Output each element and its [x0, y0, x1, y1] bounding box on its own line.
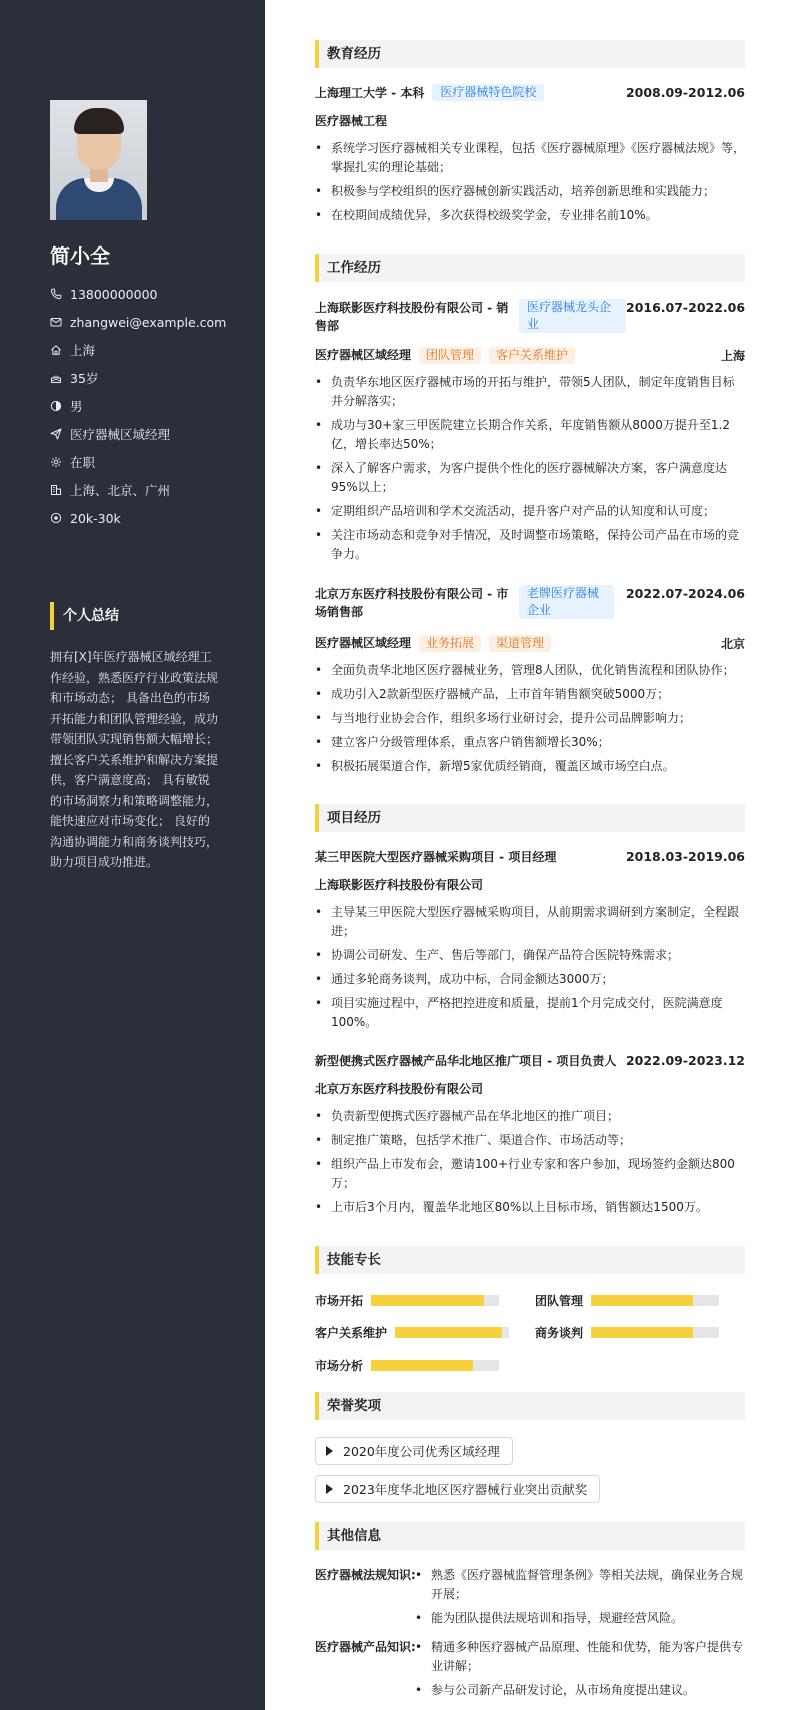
project-org-row: [315, 876, 745, 894]
info-email: [50, 308, 260, 336]
awards-heading: 荣誉奖项: [315, 1392, 745, 1420]
list-item: • 制定推广策略，包括学术推广、渠道合作、市场活动等；: [315, 1131, 745, 1150]
list-item: • 成功与30+家三甲医院建立长期合作关系，年度销售额从8000万提升至1.2亿，增长率达50%；: [315, 416, 745, 454]
gender-text: 男: [70, 399, 83, 414]
skill-bar: [371, 1360, 499, 1371]
job-tag: 医疗器械龙头企业: [519, 299, 626, 333]
list-item: • 上市后3个月内，覆盖华北地区80%以上目标市场，销售额达1500万。: [315, 1198, 745, 1217]
location-text: 上海: [70, 343, 96, 358]
work-heading: 工作经历: [315, 254, 745, 282]
job-date: 2022.07-2024.06: [625, 586, 745, 601]
project-date: 2022.09-2023.12: [625, 1053, 745, 1068]
skill-bar: [591, 1295, 719, 1306]
skill-item: [315, 1324, 509, 1341]
list-item: • 深入了解客户需求，为客户提供个性化的医疗器械解决方案，客户满意度达95%以上；: [315, 459, 745, 497]
profile-info-list: [50, 280, 260, 532]
list-item: • 在校期间成绩优异，多次获得校级奖学金，专业排名前10%。: [315, 206, 745, 225]
skill-item: [535, 1292, 719, 1309]
info-status: [50, 448, 260, 476]
job-role-row: [315, 634, 745, 652]
education-major-row: [315, 112, 745, 130]
skill-bar: [371, 1295, 499, 1306]
skill-bar-fill: [371, 1360, 473, 1371]
job-skill-tag: 团队管理: [419, 347, 481, 364]
job-role-row: [315, 346, 745, 364]
projects-heading: 项目经历: [315, 804, 745, 832]
list-item: • 与当地行业协会合作，组织多场行业研讨会，提升公司品牌影响力；: [315, 709, 745, 728]
other-heading: 其他信息: [315, 1522, 745, 1550]
skill-bar-fill: [395, 1327, 502, 1338]
skill-label: 市场分析: [315, 1359, 364, 1373]
list-item: • 负责华东地区医疗器械市场的开拓与维护，带领5人团队，制定年度销售目标并分解落实；: [315, 373, 745, 411]
project-bullets: [315, 1107, 745, 1222]
other-item: [315, 1638, 745, 1705]
job-company: 上海联影医疗科技股份有限公司 - 销售部: [315, 301, 509, 333]
list-item: • 积极拓展渠道合作，新增5家优质经销商，覆盖区域市场空白点。: [315, 757, 745, 776]
skill-bar: [395, 1327, 509, 1338]
job-company: 北京万东医疗科技股份有限公司 - 市场销售部: [315, 587, 509, 619]
project-header: [315, 848, 745, 866]
job-skill-tag: 业务拓展: [419, 635, 481, 652]
skill-item: [535, 1324, 719, 1341]
list-item: • 主导某三甲医院大型医疗器械采购项目，从前期需求调研到方案制定，全程跟进；: [315, 903, 745, 941]
list-item: • 协调公司研发、生产、售后等部门，确保产品符合医院特殊需求；: [315, 946, 745, 965]
profile-name: 简小全: [50, 244, 110, 268]
job-bullets: [315, 373, 745, 569]
skills-heading: 技能专长: [315, 1246, 745, 1274]
sidebar: [0, 0, 265, 1710]
info-gender: [50, 392, 260, 420]
project-header: [315, 1052, 745, 1070]
list-item: • 项目实施过程中，严格把控进度和质量，提前1个月完成交付，医院满意度100%。: [315, 994, 745, 1032]
list-item: • 系统学习医疗器械相关专业课程，包括《医疗器械原理》《医疗器械法规》等，掌握扎实的理论基础；: [315, 139, 745, 177]
project-org-row: [315, 1080, 745, 1098]
email-text: zhangwei@example.com: [70, 314, 227, 330]
education-major: 医疗器械工程: [315, 114, 388, 128]
list-item: • 建立客户分级管理体系，重点客户销售额增长30%；: [315, 733, 745, 752]
project-org: 上海联影医疗科技股份有限公司: [315, 878, 484, 892]
job-role: 医疗器械区域经理: [315, 636, 412, 650]
education-bullets: [315, 139, 745, 230]
other-key: 医疗器械产品知识:: [315, 1640, 416, 1654]
list-item: • 通过多轮商务谈判，成功中标，合同金额达3000万；: [315, 970, 745, 989]
list-item: • 精通多种医疗器械产品原理、性能和优势，能为客户提供专业讲解；: [415, 1638, 745, 1676]
job-city: 上海: [720, 348, 745, 363]
project-bullets: [315, 903, 745, 1037]
skill-label: 客户关系维护: [315, 1326, 388, 1340]
skill-bar-fill: [591, 1327, 693, 1338]
position-text: 医疗器械区域经理: [70, 427, 171, 442]
info-salary: [50, 504, 260, 532]
project-name: 新型便携式医疗器械产品华北地区推广项目 - 项目负责人: [315, 1054, 617, 1068]
mail-icon: [50, 316, 62, 328]
phone-text: 13800000000: [70, 286, 158, 302]
list-item: • 参与公司新产品研发讨论，从市场角度提出建议。: [415, 1681, 745, 1700]
info-position: [50, 420, 260, 448]
job-city: 北京: [720, 636, 745, 651]
summary-heading: 个人总结: [50, 602, 119, 630]
job-skill-tag: 渠道管理: [489, 635, 551, 652]
salary-text: 20k-30k: [70, 510, 121, 526]
list-item: • 能为团队提供法规培训和指导，规避经营风险。: [415, 1609, 745, 1628]
list-item: • 成功引入2款新型医疗器械产品，上市首年销售额突破5000万；: [315, 685, 745, 704]
list-item: • 全面负责华北地区医疗器械业务，管理8人团队，优化销售流程和团队协作；: [315, 661, 745, 680]
school-name: 上海理工大学 - 本科: [315, 86, 425, 100]
info-location: [50, 336, 260, 364]
skill-label: 市场开拓: [315, 1294, 364, 1308]
skill-bar-fill: [371, 1295, 484, 1306]
school-tag: 医疗器械特色院校: [432, 84, 544, 101]
home-icon: [50, 344, 62, 356]
project-name: 某三甲医院大型医疗器械采购项目 - 项目经理: [315, 850, 557, 864]
cities-text: 上海、北京、广州: [70, 483, 171, 498]
triangle-right-icon: [326, 1446, 333, 1456]
award-item: [315, 1437, 513, 1465]
age-text: 35岁: [70, 371, 99, 386]
job-role: 医疗器械区域经理: [315, 348, 412, 362]
gender-icon: [50, 400, 62, 412]
list-item: • 组织产品上市发布会，邀请100+行业专家和客户参加，现场签约金额达800万；: [315, 1155, 745, 1193]
education-header: [315, 84, 745, 102]
list-item: • 积极参与学校组织的医疗器械创新实践活动，培养创新思维和实践能力；: [315, 182, 745, 201]
skill-label: 商务谈判: [535, 1326, 584, 1340]
cake-icon: [50, 372, 62, 384]
status-text: 在职: [70, 455, 96, 470]
skill-item: [315, 1292, 499, 1309]
info-phone: [50, 280, 260, 308]
job-skill-tag: 客户关系维护: [489, 347, 575, 364]
list-item: • 定期组织产品培训和学术交流活动，提升客户对产品的认知度和认可度；: [315, 502, 745, 521]
job-header: [315, 299, 745, 335]
other-bullets: [415, 1566, 745, 1633]
skill-bar: [591, 1327, 719, 1338]
info-cities: [50, 476, 260, 504]
other-item: [315, 1566, 745, 1633]
job-date: 2016.07-2022.06: [626, 300, 746, 315]
gear-icon: [50, 456, 62, 468]
info-age: [50, 364, 260, 392]
list-item: • 负责新型便携式医疗器械产品在华北地区的推广项目；: [315, 1107, 745, 1126]
job-tag: 老牌医疗器械企业: [519, 585, 614, 619]
list-item: • 关注市场动态和竞争对手情况，及时调整市场策略，保持公司产品在市场的竞争力。: [315, 526, 745, 564]
skill-bar-fill: [591, 1295, 693, 1306]
education-date: 2008.09-2012.06: [625, 85, 745, 100]
award-label: 2020年度公司优秀区域经理: [343, 1444, 500, 1459]
avatar: [50, 100, 147, 220]
list-item: • 熟悉《医疗器械监督管理条例》等相关法规，确保业务合规开展；: [415, 1566, 745, 1604]
phone-icon: [50, 288, 62, 300]
other-bullets: [415, 1638, 745, 1705]
award-label: 2023年度华北地区医疗器械行业突出贡献奖: [343, 1482, 588, 1497]
project-org: 北京万东医疗科技股份有限公司: [315, 1082, 484, 1096]
other-key: 医疗器械法规知识:: [315, 1568, 416, 1582]
triangle-right-icon: [326, 1484, 333, 1494]
skill-item: [315, 1357, 499, 1374]
summary-text: 拥有[X]年医疗器械区域经理工作经验，熟悉医疗行业政策法规和市场动态； 具备出色的市场开拓能力和团队管理经验，成功带领团队实现销售额大幅增长； 擅长客户关系维护和解决方案提供，客户满意度高； 具有敏锐的市场洞察力和策略调整能力，能快速应对市场变化； 良好的沟通协调能力和商务谈判技巧，助力项目成功推进。: [50, 650, 219, 869]
job-bullets: [315, 661, 745, 781]
award-item: [315, 1475, 600, 1503]
education-heading: 教育经历: [315, 40, 745, 68]
project-date: 2018.03-2019.06: [625, 849, 745, 864]
skill-label: 团队管理: [535, 1294, 584, 1308]
send-icon: [50, 428, 62, 440]
job-header: [315, 585, 745, 621]
building-icon: [50, 484, 62, 496]
coin-icon: [50, 512, 62, 524]
